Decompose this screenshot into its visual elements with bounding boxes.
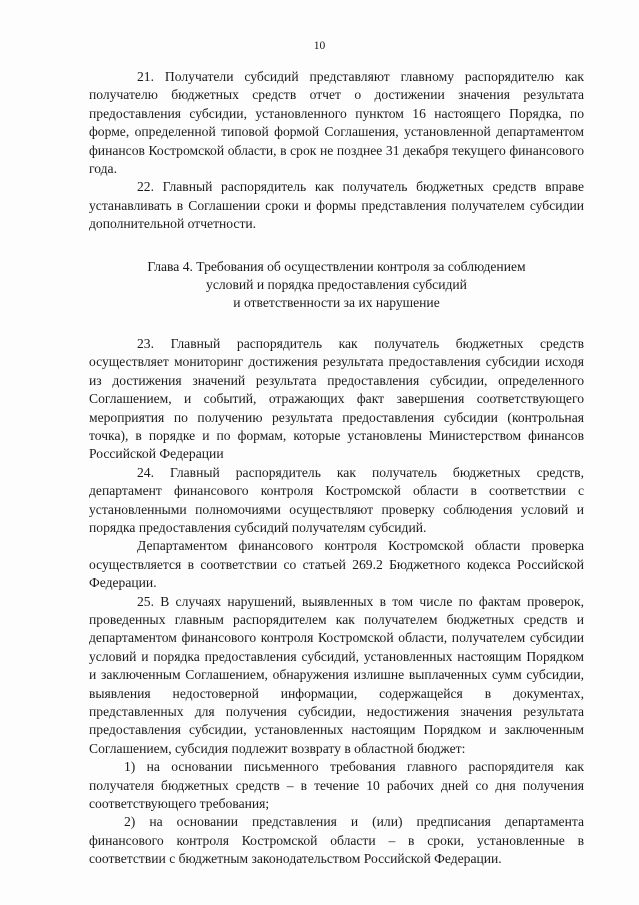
chapter-heading-line-2: условий и порядка предоставления субсидий xyxy=(206,277,467,293)
paragraph-25: 25. В случаях нарушений, выявленных в том числе по фактам проверок, проведенных главным распорядителем как получателем бюджетных средств и департаментом финансового контроля Костромской области, получателем субсидии условий и порядка предоставления субсидий, установленных настоящим Порядком и заключенным Соглашением, обнаружения излишне выплаченных сумм субсидии, выявления недостоверной информации, содержащейся в документах, представленных для получения субсидии, недостижения значения результата предоставления субсидии, установленных настоящим Порядком и заключенным Соглашением, субсидия подлежит возврату в областной бюджет: xyxy=(89,593,584,756)
sub-item-1: 1) на основании письменного требования главного распорядителя как получателя бюджетных средств – в течение 10 рабочих дней со дня получения соответствующего требования; xyxy=(89,759,584,812)
paragraph-24-continued: Департаментом финансового контроля Костромской области проверка осуществляется в соответствии со статьей 269.2 Бюджетного кодекса Российской Федерации. xyxy=(89,538,584,591)
paragraph-24: 24. Главный распорядитель как получатель бюджетных средств, департамент финансового контроля Костромской области в соответствии с установленными полномочиями осуществляют проверку соблюдения условий и порядка предоставления субсидий получателям субсидий. xyxy=(89,464,584,535)
chapter-heading-line-3: и ответственности за их нарушение xyxy=(233,295,440,311)
paragraph-23: 23. Главный распорядитель как получатель бюджетных средств осуществляет мониторинг достижения результата предоставления субсидии исходя из достижения значений результата предоставления субсидии, определенного Соглашением, и событий, отражающих факт завершения соответствующего мероприятия по получению результата предоставления субсидии (контрольная точка), в порядке и по формам, которые установлены Министерством финансов Российской Федерации xyxy=(89,335,584,462)
chapter-heading xyxy=(89,258,584,313)
chapter-heading-line-1: Глава 4. Требования об осуществлении контроля за соблюдением xyxy=(147,258,526,274)
document-body xyxy=(89,68,584,869)
sub-item-2: 2) на основании представления и (или) предписания департамента финансового контроля Костромской области – в сроки, установленные в соответствии с бюджетным законодательством Российской Федерации. xyxy=(89,814,584,867)
page-number: 10 xyxy=(313,40,326,52)
paragraph-22: 22. Главный распорядитель как получатель бюджетных средств вправе устанавливать в Соглашении сроки и формы представления получателем субсидии дополнительной отчетности. xyxy=(89,179,584,232)
paragraph-21: 21. Получатели субсидий представляют главному распорядителю как получателю бюджетных средств отчет о достижении значения результата предоставления субсидии, установленного пунктом 16 настоящего Порядка, по форме, определенной типовой формой Соглашения, установленной департаментом финансов Костромской области, в срок не позднее 31 декабря текущего финансового года. xyxy=(89,69,584,177)
